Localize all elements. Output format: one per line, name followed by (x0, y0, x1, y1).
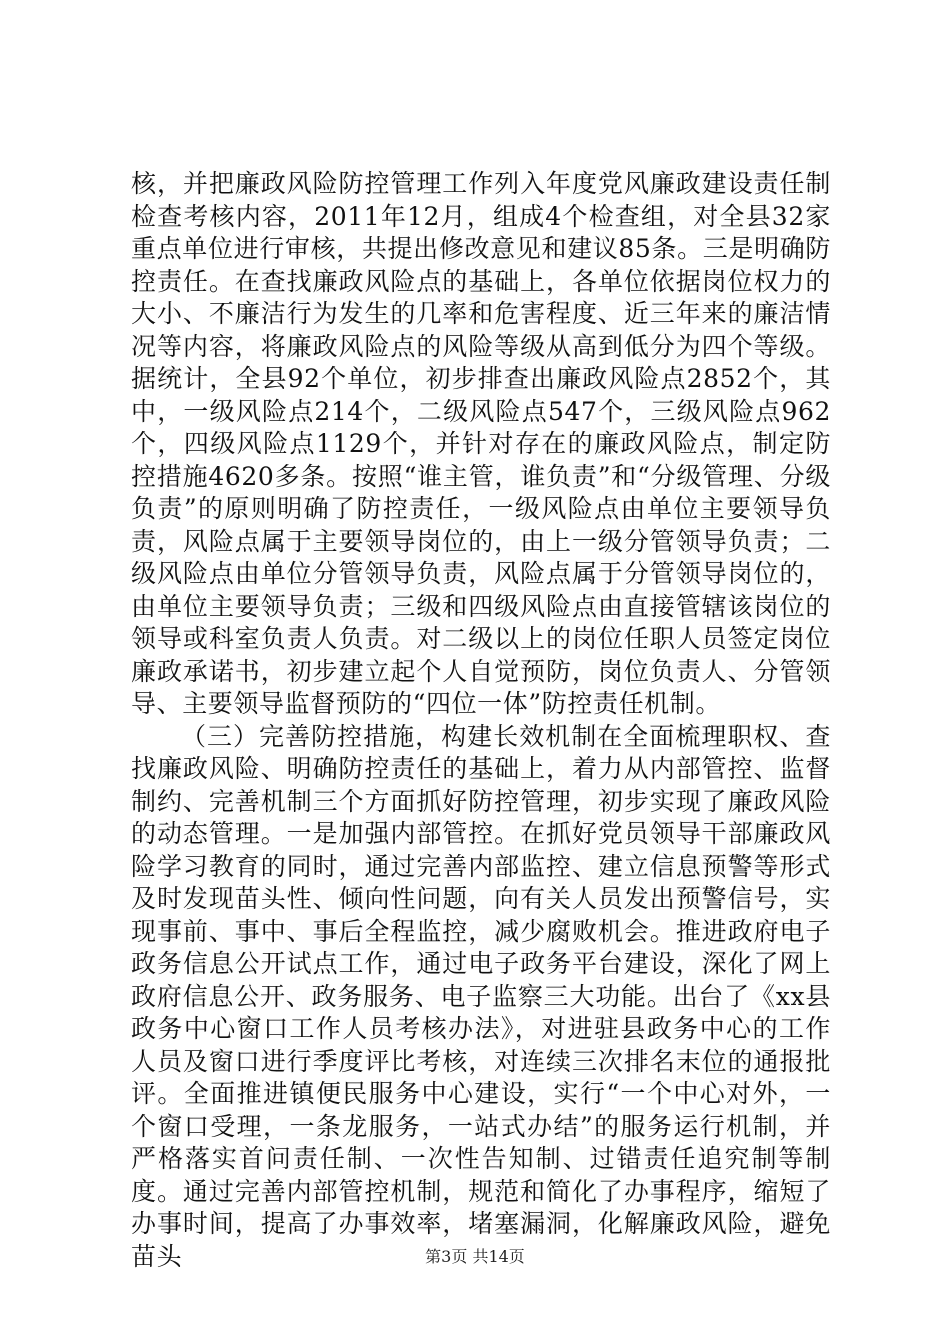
page-footer (0, 1244, 950, 1267)
page-number-label: 第3页 共14页 (425, 1247, 525, 1266)
paragraph-2: （三）完善防控措施，构建长效机制在全面梳理职权、查找廉政风险、明确防控责任的基础上，着力从内部管控、监督制约、完善机制三个方面抓好防控管理，初步实现了廉政风险的动态管理。一是加强内部管控。在抓好党员领导干部廉政风险学习教育的同时，通过完善内部监控、建立信息预警等形式及时发现苗头性、倾向性问题，向有关人员发出预警信号，实现事前、事中、事后全程监控，减少腐败机会。推进政府电子政务信息公开试点工作，通过电子政务平台建设，深化了网上政府信息公开、政务服务、电子监察三大功能。出台了《xx县政务中心窗口工作人员考核办法》，对进驻县政务中心的工作人员及窗口进行季度评比考核，对连续三次排名末位的通报批评。全面推进镇便民服务中心建设，实行“一个中心对外，一个窗口受理，一条龙服务，一站式办结”的服务运行机制，并严格落实首问责任制、一次性告知制、过错责任追究制等制度。通过完善内部管控机制，规范和简化了办事程序，缩短了办事时间，提高了办事效率，堵塞漏洞，化解廉政风险，避免苗头 (131, 721, 831, 1271)
paragraph-1: 核，并把廉政风险防控管理工作列入年度党风廉政建设责任制检查考核内容，2011年12月，组成4个检查组，对全县32家重点单位进行审核，共提出修改意见和建议85条。三是明确防控责任。在查找廉政风险点的基础上，各单位依据岗位权力的大小、不廉洁行为发生的几率和危害程度、近三年来的廉洁情况等内容，将廉政风险点的风险等级从高到低分为四个等级。据统计，全县92个单位，初步排查出廉政风险点2852个，其中，一级风险点214个，二级风险点547个，三级风险点962个，四级风险点1129个，并针对存在的廉政风险点，制定防控措施4620多条。按照“谁主管，谁负责”和“分级管理、分级负责”的原则明确了防控责任，一级风险点由单位主要领导负责，风险点属于主要领导岗位的，由上一级分管领导负责；二级风险点由单位分管领导负责，风险点属于分管领导岗位的，由单位主要领导负责；三级和四级风险点由直接管辖该岗位的领导或科室负责人负责。对二级以上的岗位任职人员签定岗位廉政承诺书，初步建立起个人自觉预防，岗位负责人、分管领导、主要领导监督预防的“四位一体”防控责任机制。 (131, 169, 831, 718)
document-body (131, 168, 831, 1273)
